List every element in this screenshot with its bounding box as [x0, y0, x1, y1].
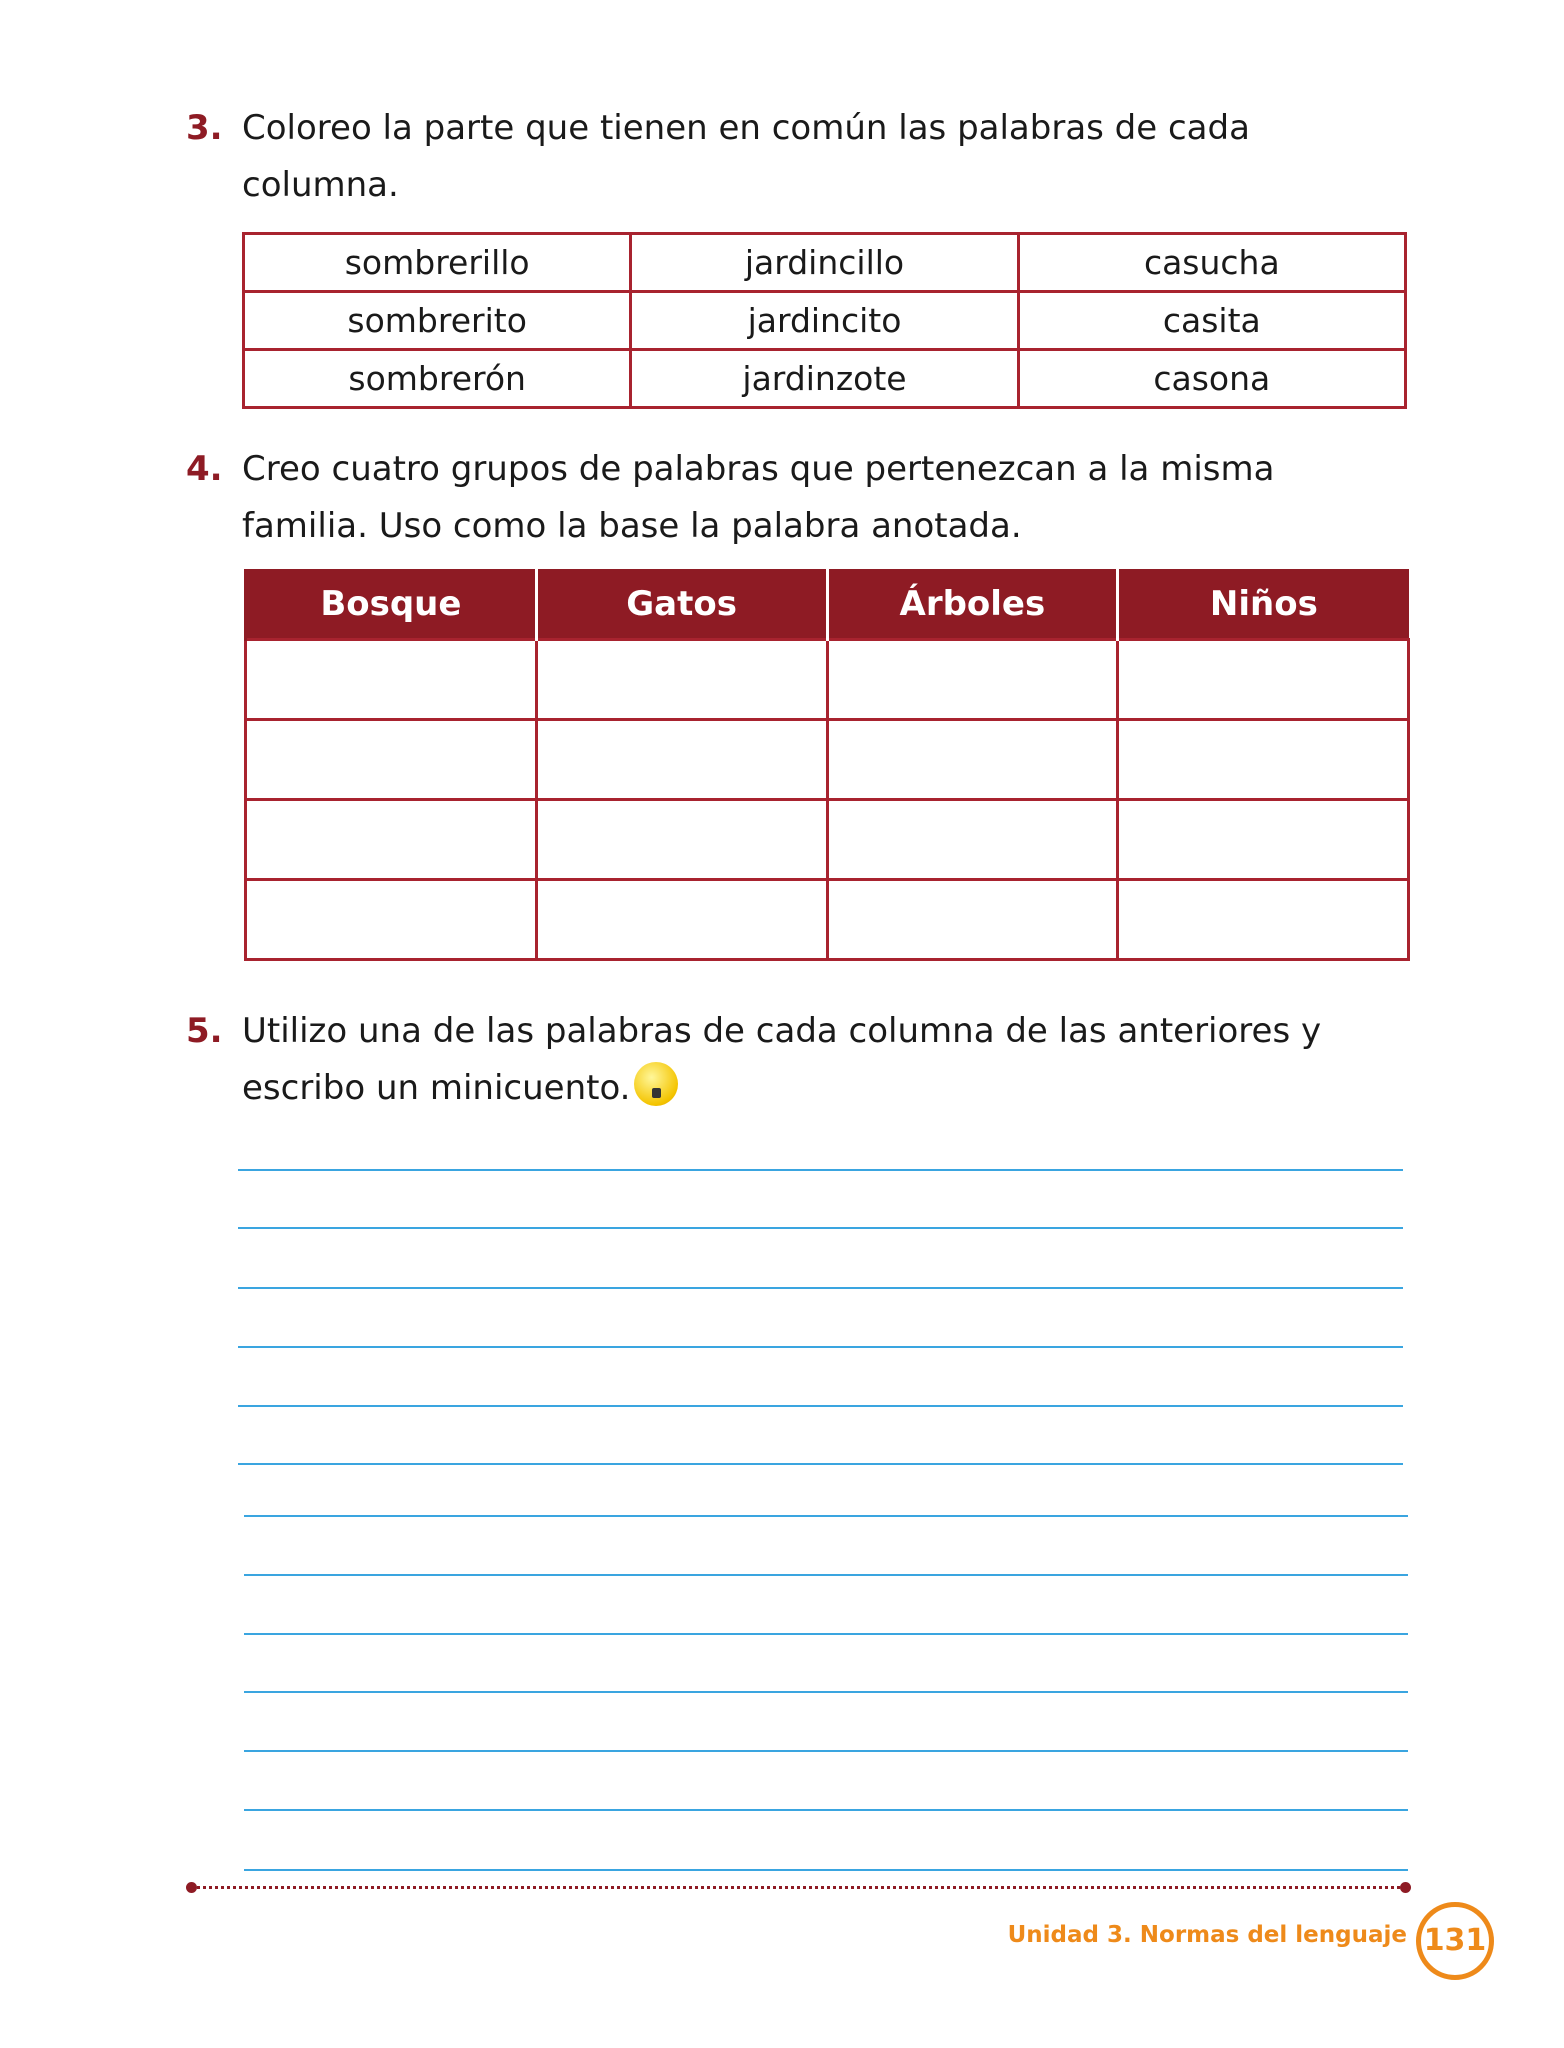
question-text: escribo un minicuento. — [242, 1068, 631, 1108]
column-header: Gatos — [536, 569, 827, 640]
answer-cell[interactable] — [536, 640, 827, 720]
writing-line[interactable] — [244, 1809, 1408, 1811]
writing-line[interactable] — [238, 1405, 1403, 1407]
writing-line[interactable] — [238, 1463, 1403, 1465]
table-cell[interactable]: sombrerillo — [244, 234, 631, 292]
answer-cell[interactable] — [1118, 800, 1409, 880]
dotted-divider — [192, 1886, 1405, 1889]
table-row — [244, 350, 1406, 408]
writing-line[interactable] — [244, 1750, 1408, 1752]
question-text: columna. — [242, 165, 399, 205]
answer-cell[interactable] — [536, 720, 827, 800]
table-row — [246, 800, 1409, 880]
writing-line[interactable] — [244, 1691, 1408, 1693]
answer-cell[interactable] — [827, 640, 1118, 720]
table-row — [246, 880, 1409, 960]
table-cell[interactable]: casucha — [1018, 234, 1405, 292]
question-text: Coloreo la parte que tienen en común las palabras de cada — [242, 108, 1250, 148]
table-cell[interactable]: sombrerón — [244, 350, 631, 408]
table-cell[interactable]: sombrerito — [244, 292, 631, 350]
column-header: Bosque — [246, 569, 537, 640]
unit-label: Unidad 3. Normas del lenguaje — [1007, 1922, 1407, 1948]
writing-line[interactable] — [238, 1169, 1403, 1171]
table-cell[interactable]: casona — [1018, 350, 1405, 408]
answer-cell[interactable] — [246, 640, 537, 720]
table-row — [244, 292, 1406, 350]
table-row — [246, 720, 1409, 800]
table-cell[interactable]: jardincito — [631, 292, 1018, 350]
writing-line[interactable] — [244, 1574, 1408, 1576]
table-cell[interactable]: jardinzote — [631, 350, 1018, 408]
answer-cell[interactable] — [1118, 640, 1409, 720]
answer-cell[interactable] — [1118, 720, 1409, 800]
answer-cell[interactable] — [827, 720, 1118, 800]
lightbulb-icon — [634, 1062, 678, 1106]
writing-line[interactable] — [244, 1633, 1408, 1635]
table-cell[interactable]: jardincillo — [631, 234, 1018, 292]
writing-line[interactable] — [238, 1287, 1403, 1289]
question-number: 4. — [186, 449, 223, 489]
question-text: familia. Uso como la base la palabra anotada. — [242, 506, 1022, 546]
question-number: 3. — [186, 108, 223, 148]
writing-line[interactable] — [244, 1515, 1408, 1517]
question-text: Utilizo una de las palabras de cada columna de las anteriores y — [242, 1011, 1322, 1051]
column-header: Niños — [1118, 569, 1409, 640]
answer-cell[interactable] — [1118, 880, 1409, 960]
word-table — [242, 232, 1407, 409]
answer-cell[interactable] — [536, 800, 827, 880]
answer-cell[interactable] — [827, 800, 1118, 880]
page-number: 131 — [1416, 1902, 1494, 1980]
table-header-row — [246, 569, 1409, 640]
column-header: Árboles — [827, 569, 1118, 640]
table-row — [244, 234, 1406, 292]
answer-cell[interactable] — [246, 800, 537, 880]
question-text: Creo cuatro grupos de palabras que pertenezcan a la misma — [242, 449, 1275, 489]
answer-cell[interactable] — [827, 880, 1118, 960]
word-family-table — [244, 569, 1410, 961]
writing-line[interactable] — [238, 1227, 1403, 1229]
answer-cell[interactable] — [246, 720, 537, 800]
question-number: 5. — [186, 1011, 223, 1051]
divider-dot — [1400, 1882, 1411, 1893]
writing-line[interactable] — [244, 1869, 1408, 1871]
answer-cell[interactable] — [246, 880, 537, 960]
table-row — [246, 640, 1409, 720]
writing-line[interactable] — [238, 1346, 1403, 1348]
answer-cell[interactable] — [536, 880, 827, 960]
table-cell[interactable]: casita — [1018, 292, 1405, 350]
